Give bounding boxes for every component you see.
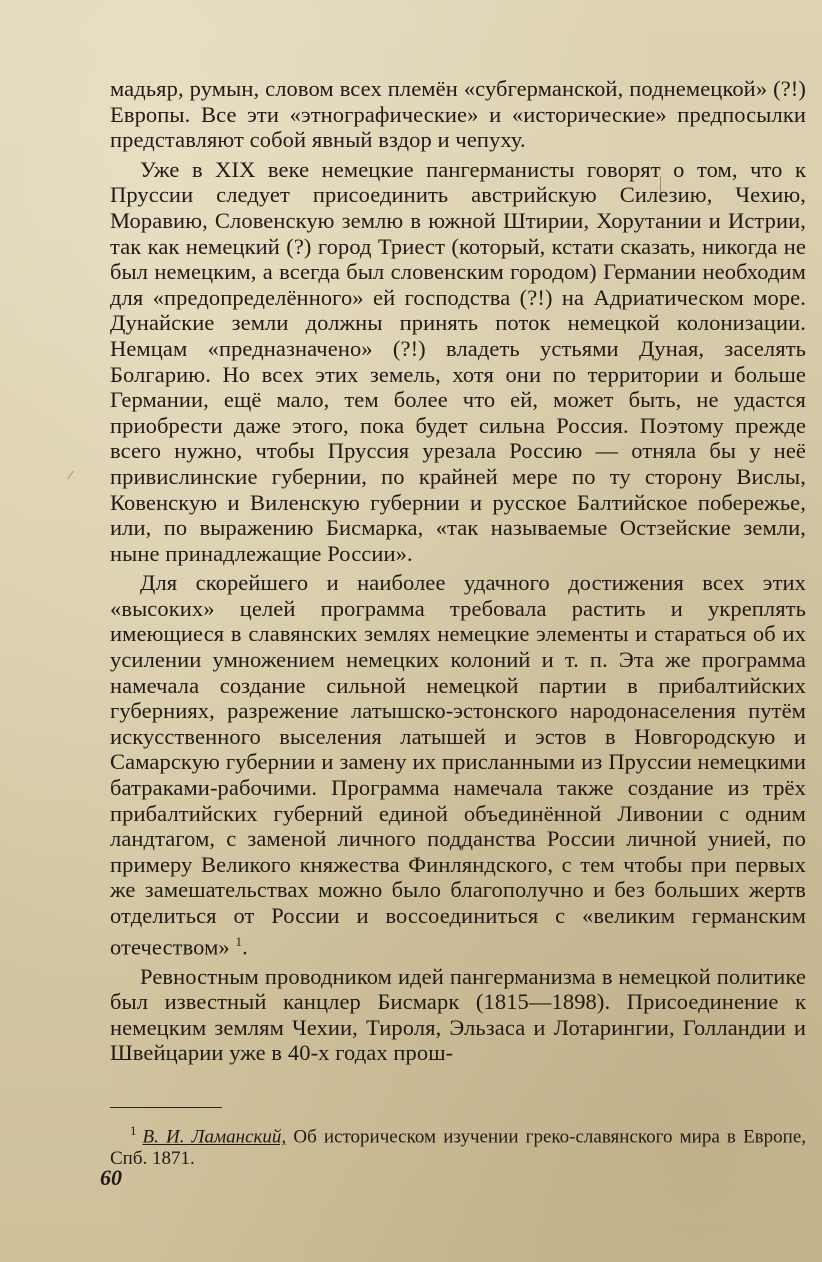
scan-artifact [660,176,661,194]
scan-artifact [67,471,74,480]
footnote-number: 1 [130,1123,137,1138]
paragraph-continuation: мадьяр, румын, словом всех племён «субгерманской, поднемецкой» (?!) Европы. Все эти «этнографические» и «исторические» предпосылки представляют собой явный вздор и чепуху. [110,76,806,153]
footnote-author: В. И. Ламанский, [142,1126,287,1148]
footnote [110,1120,806,1170]
footnote-reference: 1 [235,933,243,949]
footnote-text: Об историческом изучении греко-славянского мира в Европе, Спб. 1871. [110,1126,807,1170]
paragraph-program-text: Для скорейшего и наиболее удачного достижения всех этих «высоких» целей программа требовала растить и укреплять имеющиеся в славянских землях немецкие элементы и стараться об их усилении умножением немецких колоний и т. п. Эта же программа намечала создание сильной немецкой партии в прибалтийских губерниях, разрежение латышско-эстонского народонаселения путём искусственного выселения латышей и эстов в Новгородскую и Самарскую губернии и замену их присланными из Пруссии немецкими батраками-рабочими. Программа намечала также создание из трёх прибалтийских губерний единой объединённой Ливонии с одним ландтагом, с заменой личного подданства России личной унией, по примеру Великого княжества Финляндского, с тем чтобы при первых же замешательствах можно было благополучно и без больших жертв отделиться от России и воссоединиться с «великим германским отечеством» [110,570,806,960]
paragraph-program: Для скорейшего и наиболее удачного достижения всех этих «высоких» целей программа требовала растить и укреплять имеющиеся в славянских землях немецкие элементы и стараться об их усилении умножением немецких колоний и т. п. Эта же программа намечала создание сильной немецкой партии в прибалтийских губерниях, разрежение латышско-эстонского народонаселения путём искусственного выселения латышей и эстов в Новгородскую и Самарскую губернии и замену их присланными из Пруссии немецкими батраками-рабочими. Программа намечала также создание из трёх прибалтийских губерний единой объединённой Ливонии с одним ландтагом, с заменой личного подданства России личной унией, по примеру Великого княжества Финляндского, с тем чтобы при первых же замешательствах можно было благополучно и без больших жертв отделиться от России и воссоединиться с «великим германским отечеством» $^1$. [110,570,806,960]
footnote-divider [110,1107,222,1108]
book-page [100,76,807,1246]
paragraph-pangermanists: Уже в XIX веке немецкие пангерманисты говорят о том, что к Пруссии следует присоединить австрийскую Силезию, Чехию, Моравию, Словенскую землю в южной Штирии, Хорутании и Истрии, так как немецкий (?) город Триест (который, кстати сказать, никогда не был немецким, а всегда был словенским городом) Германии необходим для «предопределённого» ей господства (?!) на Адриатическом море. Дунайские земли должны принять поток немецкой колонизации. Немцам «предназначено» (?!) владеть устьями Дуная, заселять Болгарию. Но всех этих земель, хотя они по территории и больше Германии, ещё мало, тем более что ей, может быть, не удастся приобрести даже этого, пока будет сильна Россия. Поэтому прежде всего нужно, чтобы Пруссия урезала Россию — отняла бы у неё привислинские губернии, по крайней мере по ту сторону Вислы, Ковенскую и Виленскую губернии и русское Балтийское побережье, или, по выражению Бисмарка, «так называемые Остзейские земли, ныне принадлежащие России». [110,156,806,566]
paragraph-bismarck: Ревностным проводником идей пангерманизма в немецкой политике был известный канцлер Бисмарк (1815—1898). Присоединение к немецким землям Чехии, Тироля, Эльзаса и Лотарингии, Голландии и Швейцарии уже в 40-х годах прош- [110,963,806,1066]
page-number: 60 [100,1165,122,1190]
